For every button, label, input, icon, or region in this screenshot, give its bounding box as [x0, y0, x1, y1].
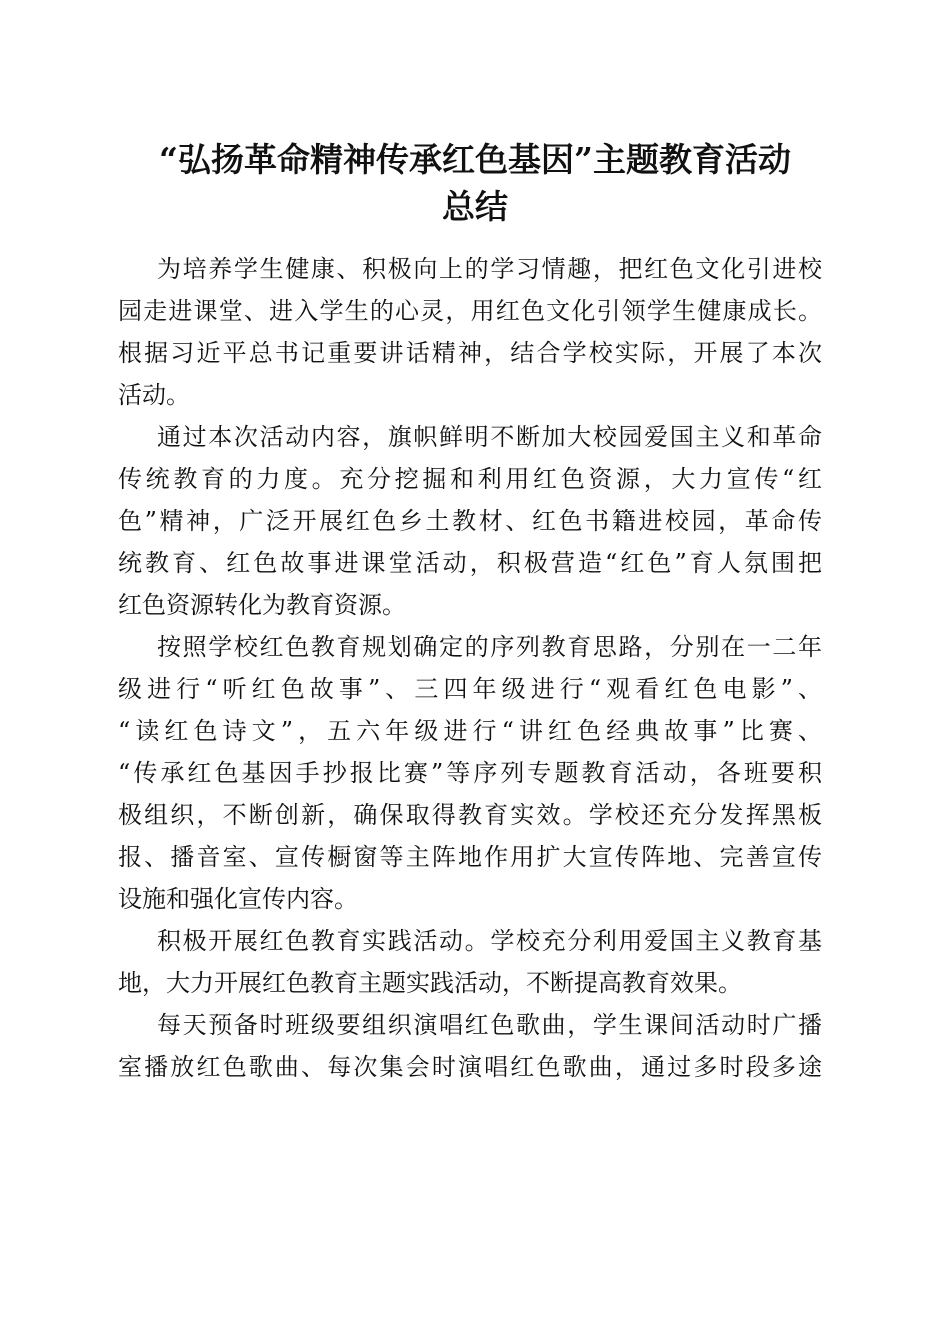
- paragraph-line: 园走进课堂、进入学生的心灵，用红色文化引领学生健康成长。: [118, 297, 822, 325]
- paragraph-line: 活动。: [118, 381, 190, 409]
- paragraph-line: 根据习近平总书记重要讲话精神，结合学校实际，开展了本次: [118, 339, 822, 367]
- paragraph: [118, 626, 822, 920]
- document-body: [118, 248, 822, 1088]
- paragraph-line: 室播放红色歌曲、每次集会时演唱红色歌曲，通过多时段多途: [118, 1053, 822, 1081]
- title-line-1: “弘扬革命精神传承红色基因”主题教育活动: [159, 140, 791, 179]
- paragraph: [118, 920, 822, 1004]
- paragraph-line: 传统教育的力度。充分挖掘和利用红色资源，大力宣传“红: [118, 465, 822, 493]
- paragraph-line: 统教育、红色故事进课堂活动，积极营造“红色”育人氛围把: [118, 549, 822, 577]
- paragraph-line: 设施和强化宣传内容。: [118, 885, 358, 913]
- paragraph-line: 按照学校红色教育规划确定的序列教育思路，分别在一二年: [157, 633, 822, 661]
- paragraph-line: 地，大力开展红色教育主题实践活动，不断提高教育效果。: [118, 969, 742, 997]
- paragraph: [118, 1004, 822, 1088]
- paragraph-line: “读红色诗文”，五六年级进行“讲红色经典故事”比赛、: [118, 717, 822, 745]
- paragraph-line: “传承红色基因手抄报比赛”等序列专题教育活动，各班要积: [118, 759, 822, 787]
- paragraph-line: 极组织，不断创新，确保取得教育实效。学校还充分发挥黑板: [118, 801, 822, 829]
- paragraph-line: 级进行“听红色故事”、三四年级进行“观看红色电影”、: [118, 675, 822, 703]
- paragraph-line: 通过本次活动内容，旗帜鲜明不断加大校园爱国主义和革命: [157, 423, 822, 451]
- paragraph-line: 为培养学生健康、积极向上的学习情趣，把红色文化引进校: [157, 255, 822, 283]
- paragraph-line: 报、播音室、宣传橱窗等主阵地作用扩大宣传阵地、完善宣传: [118, 843, 822, 871]
- title-line-2: 总结: [442, 187, 508, 226]
- paragraph-line: 积极开展红色教育实践活动。学校充分利用爱国主义教育基: [157, 927, 822, 955]
- paragraph-line: 每天预备时班级要组织演唱红色歌曲，学生课间活动时广播: [157, 1011, 822, 1039]
- paragraph-line: 红色资源转化为教育资源。: [118, 591, 406, 619]
- paragraph: [118, 416, 822, 626]
- paragraph: [118, 248, 822, 416]
- document-title: [0, 136, 950, 230]
- paragraph-line: 色”精神，广泛开展红色乡土教材、红色书籍进校园，革命传: [118, 507, 822, 535]
